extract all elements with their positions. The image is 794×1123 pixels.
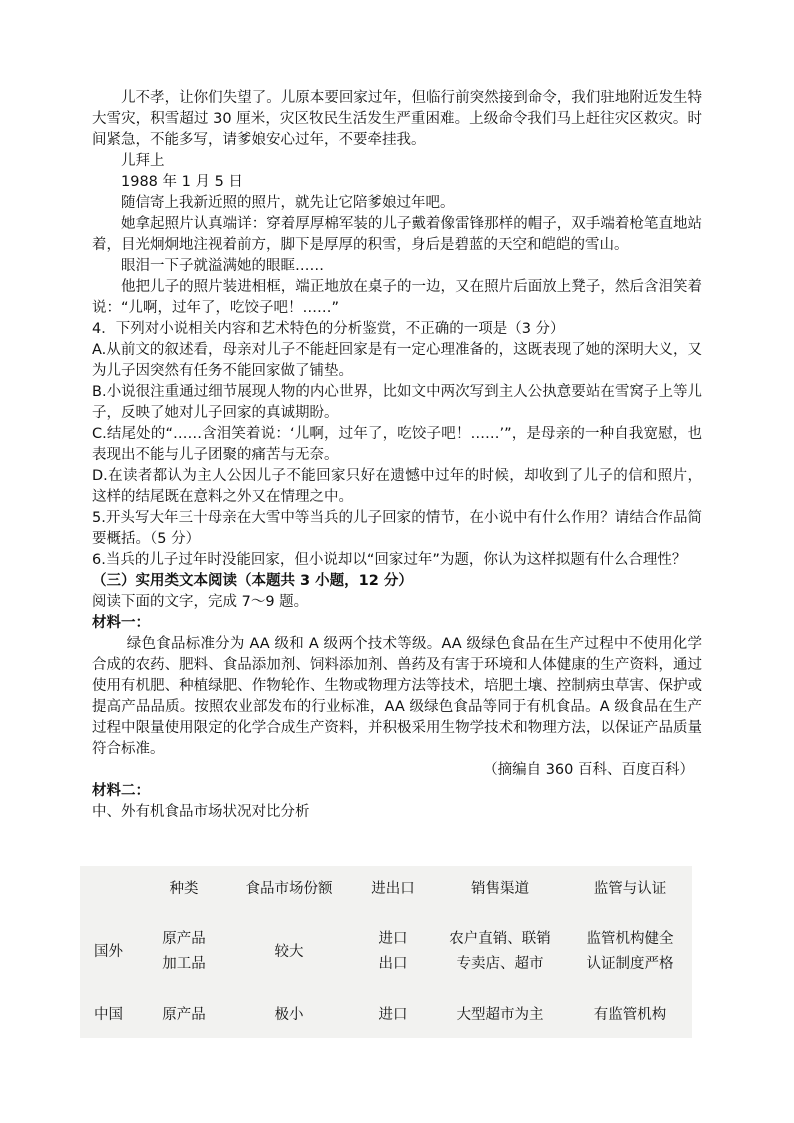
table-cell-region: 中国	[94, 1006, 123, 1023]
table-cell-regulation	[568, 912, 692, 992]
table-cell-region: 国外	[94, 943, 123, 960]
cell-line: 认证制度严格	[586, 956, 674, 972]
letter-signature: 儿拜上	[121, 153, 165, 169]
option-d: D.在读者都认为主人公因儿子不能回家只好在遗憾中过年的时候，却收到了儿子的信和照片，这样的结尾既在意料之外又在情理之中。	[92, 468, 702, 505]
table-header-cell: 进出口	[371, 880, 415, 897]
option-c: C.结尾处的“……含泪笑着说：‘儿啊，过年了，吃饺子吧！……’”，是母亲的一种自我宽慰，也表现出不能与儿子团聚的痛苦与无奈。	[92, 426, 702, 463]
table-cell-io	[354, 912, 432, 992]
table-row	[80, 912, 692, 992]
market-comparison-table	[80, 866, 692, 1038]
story-paragraph: 她拿起照片认真端详：穿着厚厚棉军装的儿子戴着像雷锋那样的帽子，双手端着枪笔直地站着，目光炯炯地注视着前方，脚下是厚厚的积雪，身后是碧蓝的天空和皑皑的雪山。	[92, 216, 702, 253]
table-cell-regulation: 有监管机构	[593, 1006, 667, 1023]
table-header-cell: 销售渠道	[471, 880, 529, 897]
material-1-source: （摘编自 360 百科、百度百科）	[483, 762, 694, 778]
material-1-text: 绿色食品标准分为 AA 级和 A 级两个技术等级。AA 级绿色食品在生产过程中不使用化学合成的农药、肥料、食品添加剂、饲料添加剂、兽药及有害于环境和人体健康的生产资料，通过使用有机肥、种植绿肥、作物轮作、生物或物理方法等技术，培肥土壤、控制病虫草害、保护或提高产品品质。按照农业部发布的行业标准，AA 级绿色食品等同于有机食品。A 级食品在生产过程中限量使用限定的化学合成生产资料，并积极采用生物学技术和物理方法，以保证产品质量符合标准。	[92, 636, 702, 757]
table-header-cell: 监管与认证	[593, 880, 667, 897]
option-b: B.小说很注重通过细节展现人物的内心世界，比如文中两次写到主人公执意要站在雪窝子上等儿子，反映了她对儿子回家的真诚期盼。	[92, 384, 702, 421]
cell-line: 出口	[378, 956, 408, 972]
table-cell-io: 进口	[378, 1006, 408, 1023]
table-header-cell: 种类	[169, 880, 199, 897]
letter-date: 1988 年 1 月 5 日	[121, 174, 243, 190]
table-cell-channel	[432, 912, 568, 992]
table-cell-kind: 原产品	[162, 1006, 206, 1023]
document-page	[92, 88, 702, 823]
letter-body: 儿不孝，让你们失望了。儿原本要回家过年，但临行前突然接到命令，我们驻地附近发生特大雪灾，积雪超过 30 厘米，灾区牧民生活发生严重困难。上级命令我们马上赶往灾区救灾。时间紧急，不能多写，请爹娘安心过年，不要牵挂我。	[92, 90, 702, 148]
table-header-cell	[80, 866, 144, 912]
table-cell-kind	[144, 912, 224, 992]
question-5: 5.开头写大年三十母亲在大雪中等当兵的儿子回家的情节，在小说中有什么作用？请结合作品简要概括。（5 分）	[92, 510, 702, 547]
cell-line: 加工品	[162, 956, 206, 972]
table-cell-channel: 大型超市为主	[456, 1006, 544, 1023]
question-6: 6.当兵的儿子过年时没能回家，但小说却以“回家过年”为题，你认为这样拟题有什么合理性？	[92, 552, 687, 568]
material-2-label: 材料二：	[92, 783, 150, 799]
story-paragraph: 他把儿子的照片装进相框，端正地放在桌子的一边，又在照片后面放上凳子，然后含泪笑着说：“儿啊，过年了，吃饺子吧！……”	[92, 279, 702, 316]
cell-line: 专卖店、超市	[456, 956, 544, 972]
letter-postscript: 随信寄上我新近照的照片，就先让它陪爹娘过年吧。	[121, 195, 455, 211]
cell-line: 进口	[378, 931, 408, 947]
cell-line: 原产品	[162, 931, 206, 947]
table-cell-share: 较大	[274, 943, 304, 960]
question-4: 4．下列对小说相关内容和艺术特色的分析鉴赏，不正确的一项是（3 分）	[92, 321, 565, 337]
cell-line: 监管机构健全	[586, 931, 674, 947]
table-header-row	[80, 866, 692, 912]
section-heading: （三）实用类文本阅读（本题共 3 小题，12 分）	[92, 573, 413, 589]
material-1-label: 材料一：	[92, 615, 150, 631]
table-header-cell: 食品市场份额	[245, 880, 333, 897]
option-a: A.从前文的叙述看，母亲对儿子不能赶回家是有一定心理准备的，这既表现了她的深明大义，又为儿子因突然有任务不能回家做了铺垫。	[92, 342, 702, 379]
table-cell-share: 极小	[274, 1006, 304, 1023]
story-paragraph: 眼泪一下子就溢满她的眼眶……	[121, 258, 324, 274]
section-instruction: 阅读下面的文字，完成 7～9 题。	[92, 594, 309, 610]
table-caption: 中、外有机食品市场状况对比分析	[92, 804, 310, 820]
table-row	[80, 992, 692, 1038]
cell-line: 农户直销、联销	[449, 931, 551, 947]
